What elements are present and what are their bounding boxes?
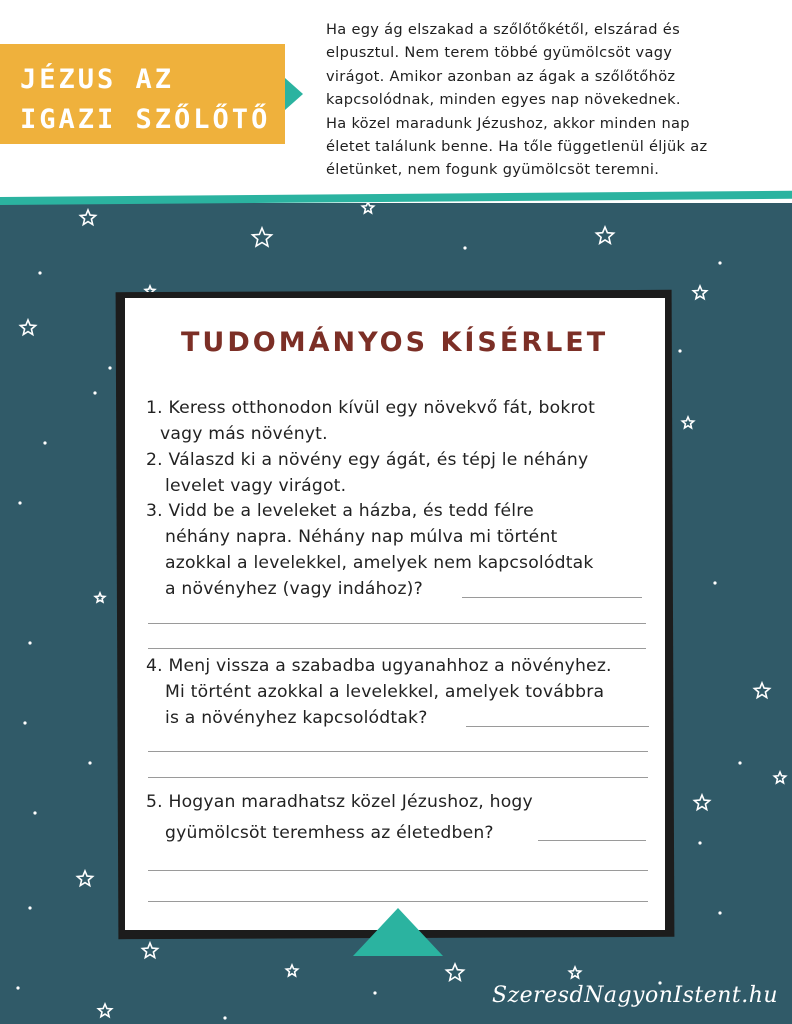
- star-icon: [463, 246, 466, 249]
- intro-line: elpusztul. Nem terem többé gyümölcsöt vagy: [326, 44, 673, 62]
- page-title-line-1: JÉZUS AZ: [20, 64, 175, 95]
- step-4-line-1: 4. Menj vissza a szabadba ugyanahhoz a növényhez.: [146, 656, 612, 676]
- star-icon: [738, 761, 741, 764]
- star-icon: [678, 349, 681, 352]
- star-icon: [713, 581, 716, 584]
- step-4-line-3: is a növényhez kapcsolódtak?: [165, 708, 428, 728]
- teal-arrow-icon: [285, 78, 303, 110]
- star-icon: [80, 210, 95, 225]
- star-icon: [569, 967, 580, 978]
- star-icon: [754, 683, 769, 698]
- answer-line[interactable]: [148, 751, 648, 752]
- star-icon: [20, 320, 35, 335]
- step-2-line-1: 2. Válaszd ki a növény egy ágát, és tépj le néhány: [146, 450, 589, 470]
- star-icon: [18, 501, 21, 504]
- star-icon: [88, 761, 91, 764]
- step-2-line-2: levelet vagy virágot.: [165, 476, 347, 496]
- star-icon: [38, 271, 41, 274]
- star-icon: [223, 1016, 226, 1019]
- star-icon: [774, 772, 785, 783]
- star-icon: [253, 228, 272, 246]
- website-watermark: SzeresdNagyonIstent.hu: [492, 983, 779, 1008]
- step-3-line-3: azokkal a levelekkel, amelyek nem kapcsolódtak: [165, 553, 594, 573]
- answer-line[interactable]: [148, 870, 648, 871]
- page-title-line-2: IGAZI SZŐLŐTŐ: [20, 104, 271, 135]
- step-1-line-2: vagy más növényt.: [160, 424, 328, 444]
- star-icon: [28, 906, 31, 909]
- answer-line[interactable]: [148, 623, 646, 624]
- card-title: TUDOMÁNYOS KÍSÉRLET: [181, 327, 609, 358]
- step-3-line-4: a növényhez (vagy indához)?: [165, 579, 423, 599]
- intro-line: Ha közel maradunk Jézushoz, akkor minden nap: [326, 114, 690, 132]
- star-icon: [93, 391, 96, 394]
- star-icon: [142, 943, 157, 958]
- answer-line[interactable]: [466, 726, 649, 727]
- star-icon: [596, 227, 613, 243]
- star-icon: [362, 203, 373, 213]
- intro-line: kapcsolódnak, minden egyes nap növekednek.: [326, 91, 681, 109]
- star-icon: [698, 841, 701, 844]
- intro-line: életünket, nem fogunk gyümölcsöt teremni.: [326, 161, 660, 179]
- step-4-line-2: Mi történt azokkal a levelekkel, amelyek továbbra: [165, 682, 605, 702]
- answer-line[interactable]: [148, 777, 648, 778]
- step-5-line-1: 5. Hogyan maradhatsz közel Jézushoz, hogy: [146, 792, 533, 812]
- intro-line: virágot. Amikor azonban az ágak a szőlőtőhöz: [326, 67, 676, 85]
- star-icon: [693, 286, 706, 299]
- answer-line[interactable]: [462, 597, 642, 598]
- star-icon: [28, 641, 31, 644]
- star-icon: [108, 366, 111, 369]
- step-1-line-1: 1. Keress otthonodon kívül egy növekvő fát, bokrot: [146, 398, 596, 418]
- star-icon: [446, 964, 463, 980]
- star-icon: [682, 417, 693, 428]
- star-icon: [23, 721, 26, 724]
- step-5-line-2: gyümölcsöt teremhess az életedben?: [165, 823, 494, 843]
- star-icon: [694, 795, 709, 810]
- intro-paragraph: [326, 18, 766, 182]
- star-icon: [33, 811, 36, 814]
- star-icon: [373, 991, 376, 994]
- answer-line[interactable]: [148, 648, 646, 649]
- star-icon: [718, 911, 721, 914]
- step-3-line-1: 3. Vidd be a leveleket a házba, és tedd félre: [146, 501, 534, 521]
- star-icon: [43, 441, 46, 444]
- title-banner: [0, 44, 285, 144]
- star-icon: [95, 593, 105, 602]
- intro-line: Ha egy ág elszakad a szőlőtőkétől, elszárad és: [326, 21, 680, 38]
- teal-triangle-icon: [353, 908, 443, 956]
- step-3-line-2: néhány napra. Néhány nap múlva mi történt: [165, 527, 558, 547]
- star-icon: [77, 871, 92, 886]
- answer-line[interactable]: [148, 901, 648, 902]
- header-area: [0, 0, 792, 205]
- star-icon: [16, 986, 19, 989]
- star-icon: [718, 261, 721, 264]
- star-icon: [98, 1004, 111, 1017]
- answer-line[interactable]: [538, 840, 646, 841]
- star-icon: [286, 965, 297, 976]
- intro-line: életet találunk benne. Ha tőle függetlenül éljük az: [326, 138, 708, 156]
